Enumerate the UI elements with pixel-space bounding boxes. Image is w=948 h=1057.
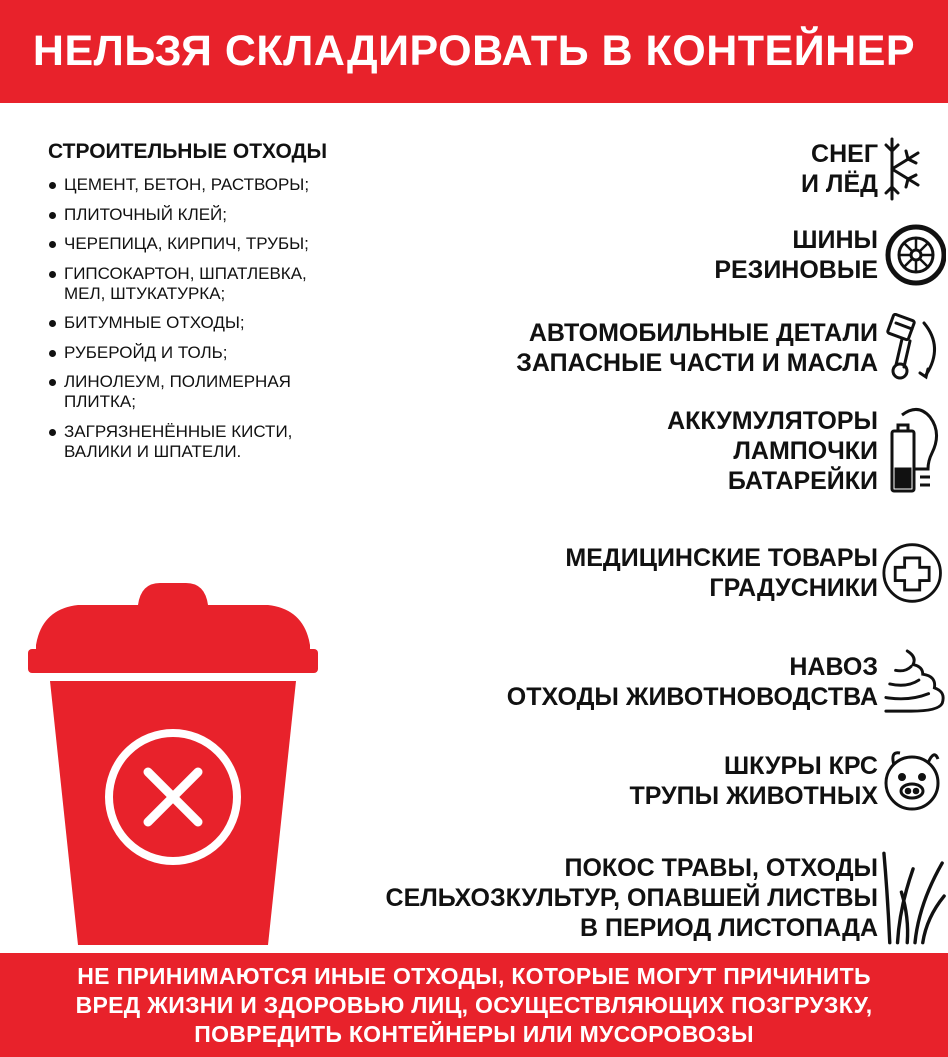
list-item: БИТУМНЫЕ ОТХОДЫ; [48,313,448,333]
trash-bin-x-icon [28,583,318,945]
list-item: ПЛИТОЧНЫЙ КЛЕЙ; [48,205,448,225]
footer-line: НЕ ПРИНИМАЮТСЯ ИНЫЕ ОТХОДЫ, КОТОРЫЕ МОГУТ ПРИЧИНИТЬ [77,962,871,989]
list-item: ЦЕМЕНТ, БЕТОН, РАСТВОРЫ; [48,175,448,195]
snowflake-icon [878,137,948,201]
page-title: НЕЛЬЗЯ СКЛАДИРОВАТЬ В КОНТЕЙНЕР [32,27,916,75]
construction-waste-list [48,175,448,462]
category-medical: МЕДИЦИНСКИЕ ТОВАРЫ ГРАДУСНИКИ [565,531,948,615]
category-manure: НАВОЗ ОТХОДЫ ЖИВОТНОВОДСТВА [507,646,948,718]
list-item: ЛИНОЛЕУМ, ПОЛИМЕРНАЯ ПЛИТКА; [48,372,448,412]
footer-line: ВРЕД ЖИЗНИ И ЗДОРОВЬЮ ЛИЦ, ОСУЩЕСТВЛЯЮЩИХ ПОЗГРУЗКУ, [75,991,873,1018]
footer-line: ПОВРЕДИТЬ КОНТЕЙНЕРЫ ИЛИ МУСОРОВОЗЫ [194,1020,754,1047]
category-snow-ice: СНЕГ И ЛЁД [801,137,948,201]
list-item: РУБЕРОЙД И ТОЛЬ; [48,343,448,363]
category-grass: ПОКОС ТРАВЫ, ОТХОДЫ СЕЛЬХОЗКУЛЬТУР, ОПАВШЕЙ ЛИСТВЫ В ПЕРИОД ЛИСТОПАДА [386,848,948,948]
manure-icon [878,646,948,718]
list-item: ГИПСОКАРТОН, ШПАТЛЕВКА, МЕЛ, ШТУКАТУРКА; [48,264,448,304]
tire-icon [878,223,948,287]
list-item: ЧЕРЕПИЦА, КИРПИЧ, ТРУБЫ; [48,234,448,254]
grass-icon [878,848,948,948]
construction-waste-title: СТРОИТЕЛЬНЫЕ ОТХОДЫ [48,140,328,163]
category-batteries: АККУМУЛЯТОРЫ ЛАМПОЧКИ БАТАРЕЙКИ [667,405,948,497]
piston-icon [878,313,948,383]
header-banner [0,0,948,103]
list-item: ЗАГРЯЗНЕНЁННЫЕ КИСТИ, ВАЛИКИ И ШПАТЕЛИ. [48,422,448,462]
battery-bulb-icon [878,405,948,497]
medical-cross-icon [878,531,948,615]
category-tires: ШИНЫ РЕЗИНОВЫЕ [714,223,948,287]
construction-waste-section [48,140,448,471]
category-auto-parts: АВТОМОБИЛЬНЫЕ ДЕТАЛИ ЗАПАСНЫЕ ЧАСТИ И МАСЛА [516,313,948,383]
category-animals: ШКУРЫ КРС ТРУПЫ ЖИВОТНЫХ [630,745,948,817]
pig-icon [878,745,948,817]
footer-banner [0,953,948,1057]
